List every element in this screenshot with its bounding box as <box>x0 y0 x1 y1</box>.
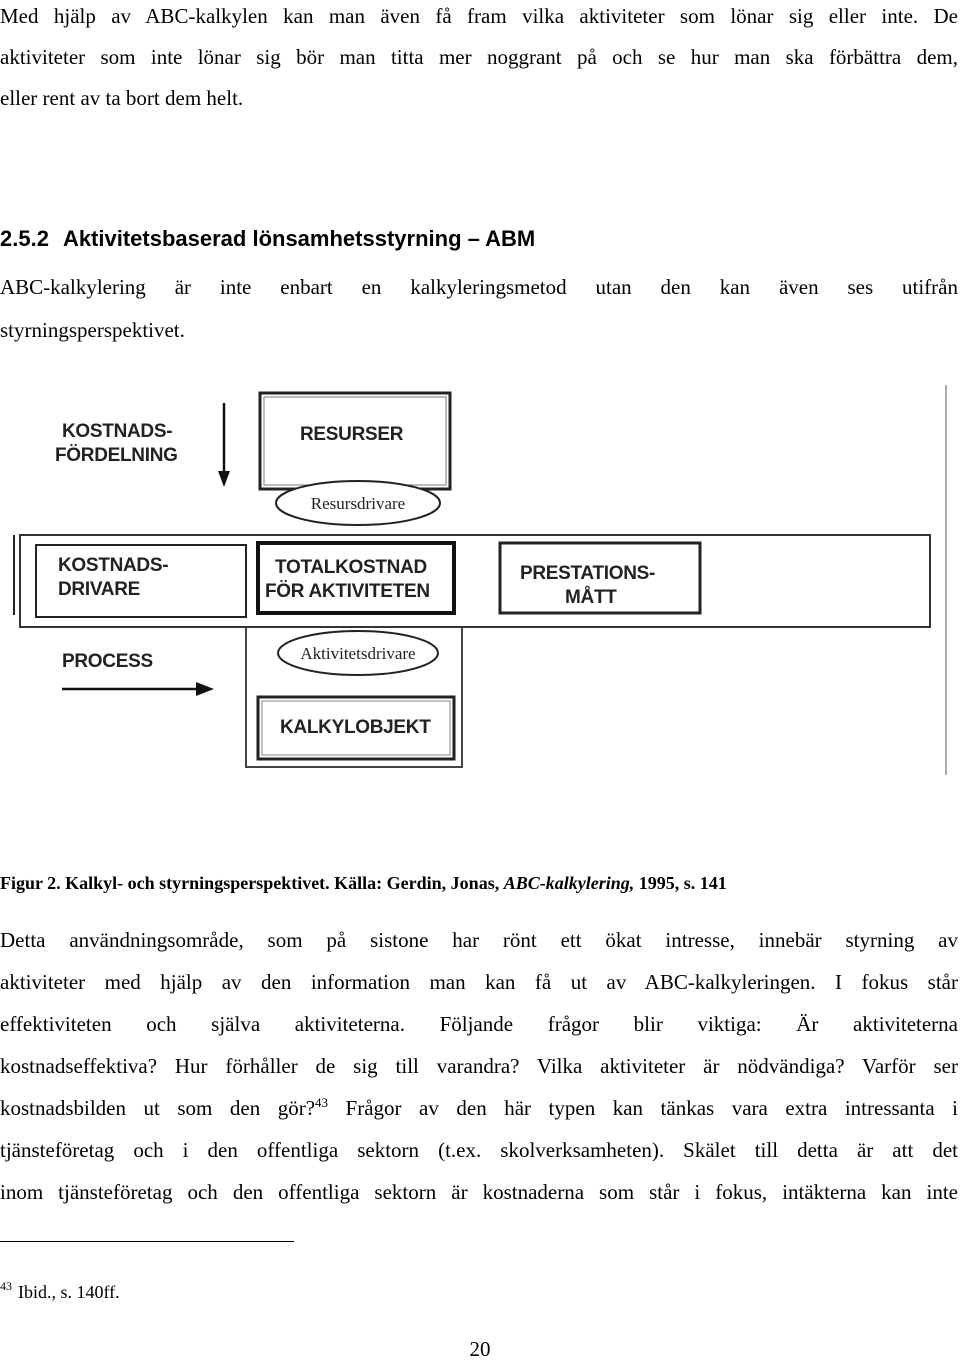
totalkostnad-line-1: TOTALKOSTNAD <box>275 557 427 578</box>
section-line-2: styrningsperspektivet. <box>0 318 185 342</box>
section-heading <box>0 225 535 253</box>
body-line-7: inom tjänsteföretag och den offentliga sektorn är kostnaderna som står i fokus, intäkterna kan inte <box>0 1180 958 1204</box>
footnote-text: Ibid., s. 140ff. <box>18 1282 120 1302</box>
process-label <box>62 651 153 672</box>
kalkylobjekt-label: KALKYLOBJEKT <box>280 717 431 738</box>
kostnadsdrivare-box <box>36 545 246 617</box>
body-line-5b: Frågor av den här typen kan tänkas vara extra intressanta i <box>328 1096 959 1120</box>
footnote-ref[interactable]: 43 <box>315 1095 329 1110</box>
caption-suffix: 1995, s. 141 <box>634 873 727 893</box>
section-number: 2.5.2 <box>0 226 49 251</box>
resurser-box <box>260 393 450 489</box>
totalkostnad-box <box>258 543 454 613</box>
totalkostnad-line-2: FÖR AKTIVITETEN <box>265 581 430 602</box>
body-line-2: aktiviteter med hjälp av den information man kan få ut av ABC-kalkyleringen. I fokus står <box>0 970 958 994</box>
middle-row-frame <box>14 535 930 627</box>
kostnadsfordelning-line-2: FÖRDELNING <box>55 445 178 466</box>
kostnadsfordelning-line-1: KOSTNADS- <box>62 421 173 442</box>
footnote-rule <box>0 1241 294 1242</box>
abm-figure <box>0 375 960 805</box>
intro-line-2: aktiviteter som inte lönar sig bör man titta mer noggrant på och se hur man ska förbättra dem, <box>0 45 958 69</box>
prestationsmatt-line-1: PRESTATIONS- <box>520 563 656 584</box>
footnote <box>0 1279 120 1303</box>
process-text: PROCESS <box>62 651 153 672</box>
body-line-5a: kostnadsbilden ut som den gör? <box>0 1096 316 1120</box>
section-title: Aktivitetsbaserad lönsamhetsstyrning – ABM <box>62 226 536 251</box>
caption-italic: ABC-kalkylering, <box>503 873 635 893</box>
resursdrivare-label: Resursdrivare <box>310 494 406 513</box>
caption-prefix: Figur 2. Kalkyl- och styrningsperspektivet. Källa: Gerdin, Jonas, <box>0 873 504 893</box>
body-line-4: kostnadseffektiva? Hur förhåller de sig till varandra? Vilka aktiviteter är nödvändiga? Varför ser <box>0 1054 958 1078</box>
kostnadsdrivare-line-2: DRIVARE <box>58 579 140 600</box>
body-line-1: Detta användningsområde, som på sistone har rönt ett ökat intresse, innebär styrning av <box>0 928 958 952</box>
body-line-3: effektiviteten och själva aktiviteterna. Följande frågor blir viktiga: Är aktiviteterna <box>0 1012 958 1036</box>
kalkylobjekt-box <box>258 697 454 759</box>
body-line-5 <box>0 1096 958 1123</box>
footnote-number: 43 <box>0 1279 12 1293</box>
down-arrow <box>218 403 230 487</box>
intro-line-1: Med hjälp av ABC-kalkylen kan man även få fram vilka aktiviteter som lönar sig eller inte. De <box>0 4 958 28</box>
body-line-6: tjänsteföretag och i den offentliga sektorn (t.ex. skolverksamheten). Skälet till detta är att det <box>0 1138 958 1162</box>
page-number: 20 <box>469 1337 491 1361</box>
resurser-label: RESURSER <box>300 424 404 445</box>
aktivitetsdrivare-label: Aktivitetsdrivare <box>300 644 416 663</box>
prestationsmatt-line-2: MÅTT <box>565 587 617 608</box>
aktivitetsdrivare-ellipse <box>278 631 438 675</box>
kostnadsfordelning-label <box>55 421 178 466</box>
right-arrow <box>62 682 214 696</box>
section-line-1: ABC-kalkylering är inte enbart en kalkyleringsmetod utan den kan även ses utifrån <box>0 275 958 299</box>
resursdrivare-ellipse <box>276 481 440 525</box>
figure-caption <box>0 873 727 894</box>
prestationsmatt-box <box>500 543 700 613</box>
intro-line-3: eller rent av ta bort dem helt. <box>0 86 244 110</box>
abm-diagram <box>0 375 960 805</box>
kostnadsdrivare-line-1: KOSTNADS- <box>58 555 169 576</box>
